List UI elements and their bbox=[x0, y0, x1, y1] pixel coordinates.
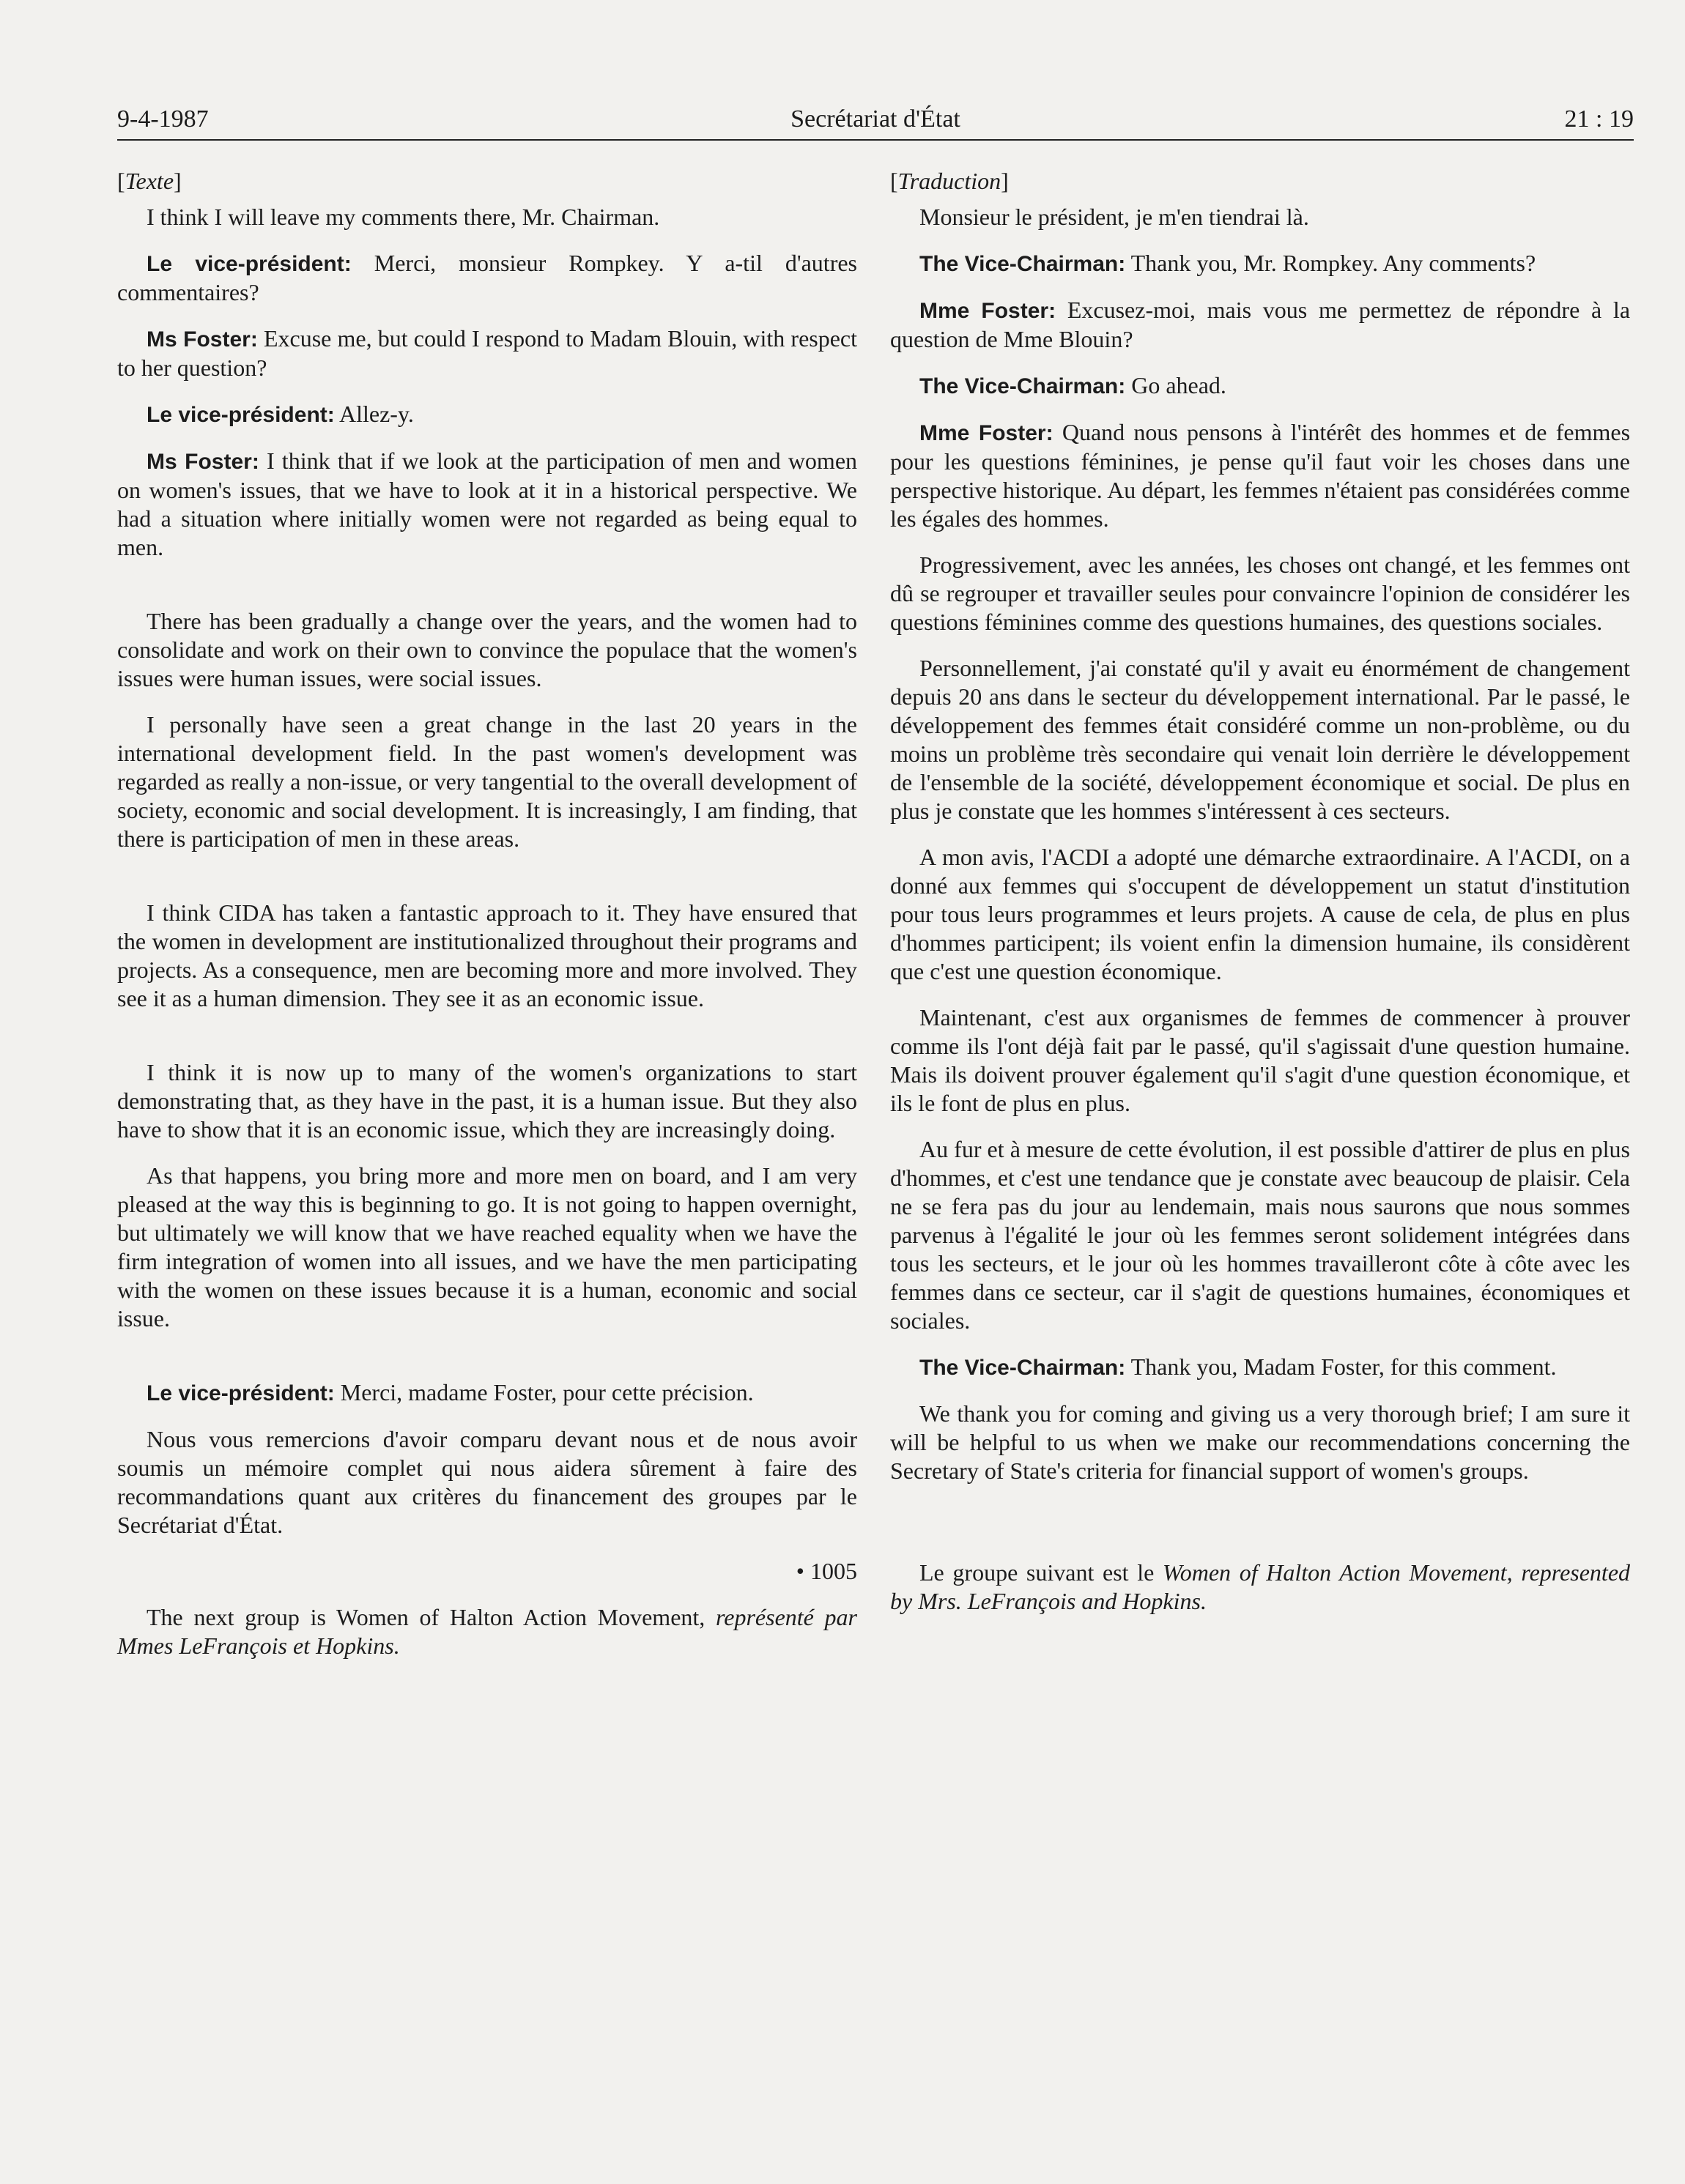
paragraph: Maintenant, c'est aux organismes de femmes de commencer à prouver comme ils l'ont déjà fait par le passé, qu'il s'agissait d'une question humaine. Mais ils doivent prouver également qu'il s'agit d'une question économique, et ils le font de plus en plus. bbox=[890, 1004, 1630, 1116]
paragraph: A mon avis, l'ACDI a adopté une démarche extraordinaire. A l'ACDI, on a donné aux femmes qui s'occupent de développement un statut d'institution pour tous leurs programmes et leurs projets. A cause de cela, de plus en plus d'hommes participent; ils voient enfin la dimension humaine, ils considèrent que c'est une question économique. bbox=[890, 844, 1630, 984]
paragraph: The Vice-Chairman: Go ahead. bbox=[919, 372, 1226, 398]
paragraph: Le vice-président: Merci, madame Foster, pour cette précision. bbox=[147, 1379, 754, 1405]
time-marker: • 1005 bbox=[796, 1558, 857, 1584]
french-column bbox=[890, 167, 1630, 1633]
speaker-name: Le vice-président: bbox=[147, 403, 335, 427]
paragraph: Ms Foster: Excuse me, but could I respond to Madam Blouin, with respect to her question? bbox=[117, 325, 858, 381]
paragraph: Le vice-président: Allez-y. bbox=[147, 401, 414, 427]
speaker-name: Ms Foster: bbox=[147, 450, 259, 474]
speaker-name: Mme Foster: bbox=[919, 421, 1053, 445]
speaker-name: Le vice-président: bbox=[147, 1381, 335, 1405]
paragraph: Le groupe suivant est le Women of Halton Action Movement, represented by Mrs. LeFrançois and Hopkins. bbox=[890, 1559, 1631, 1614]
speaker-name: The Vice-Chairman: bbox=[919, 374, 1126, 398]
paragraph: Monsieur le président, je m'en tiendrai là. bbox=[919, 204, 1309, 230]
speaker-name: Ms Foster: bbox=[147, 327, 258, 352]
header-page-number: 21 : 19 bbox=[1564, 105, 1634, 133]
header-title: Secrétariat d'État bbox=[790, 105, 960, 133]
speaker-name: Mme Foster: bbox=[919, 299, 1056, 323]
paragraph: I think it is now up to many of the women's organizations to start demonstrating that, as they have in the past, it is a human issue. But they also have to show that it is an economic issue, which they are increasingly doing. bbox=[117, 1059, 857, 1143]
english-column bbox=[117, 167, 857, 1678]
paragraph: Ms Foster: I think that if we look at the participation of men and women on women's issues, that we have to look at it in a historical perspective. We had a situation where initially women were not regarded as being equal to men. bbox=[117, 447, 858, 560]
speaker-name: The Vice-Chairman: bbox=[919, 252, 1126, 276]
column-label: [Traduction] bbox=[890, 168, 1009, 194]
paragraph: I personally have seen a great change in the last 20 years in the international development field. In the past women's development was regarded as really a non-issue, or very tangential to the overall development of society, economic and social development. It is increasingly, I am finding, that there is participation of men in these areas. bbox=[117, 711, 857, 852]
header-date: 9-4-1987 bbox=[117, 105, 209, 133]
speaker-name: Le vice-président: bbox=[147, 252, 352, 276]
paragraph: Au fur et à mesure de cette évolution, il est possible d'attirer de plus en plus d'hommes, et c'est une tendance que je constate avec beaucoup de plaisir. Cela ne se fera pas du jour au lendemain, mais nous saurons que nous sommes parvenus à l'égalité le jour où les femmes seront solidement intégrées dans tous les secteurs, et le jour où les hommes travailleront côte à côte avec les femmes dans ce secteur, car il s'agit de questions humaines, économiques et sociales. bbox=[890, 1136, 1630, 1334]
paragraph: Nous vous remercions d'avoir comparu devant nous et de nous avoir soumis un mémoire complet qui nous aidera sûrement à faire des recommandations quant aux critères du financement des groupes par le Secrétariat d'État. bbox=[117, 1426, 857, 1538]
paragraph: There has been gradually a change over the years, and the women had to consolidate and work on their own to convince the populace that the women's issues were human issues, were social issues. bbox=[117, 608, 857, 691]
paragraph: Mme Foster: Excusez-moi, mais vous me permettez de répondre à la question de Mme Blouin? bbox=[890, 297, 1631, 352]
paragraph: We thank you for coming and giving us a very thorough brief; I am sure it will be helpful to us when we make our recommendations concerning the Secretary of State's criteria for financial support of women's groups. bbox=[890, 1400, 1630, 1484]
paragraph: Mme Foster: Quand nous pensons à l'intérêt des hommes et de femmes pour les questions féminines, je pense qu'il faut voir les choses dans une perspective historique. Au départ, les femmes n'étaient pas considérées comme les égales des hommes. bbox=[890, 419, 1631, 532]
paragraph: Personnellement, j'ai constaté qu'il y avait eu énormément de changement depuis 20 ans dans le secteur du développement international. Par le passé, le développement des femmes était considéré comme un non-problème, ou du moins un problème très secondaire qui venait loin derrière le développement de l'ensemble de la société, développement économique et social. De plus en plus je constate que les hommes s'intéressent à ces secteurs. bbox=[890, 655, 1630, 824]
paragraph: The next group is Women of Halton Action Movement, représenté par Mmes LeFrançois et Hopkins. bbox=[117, 1604, 858, 1659]
paragraph: As that happens, you bring more and more men on board, and I am very pleased at the way this is beginning to go. It is not going to happen overnight, but ultimately we will know that we have reached equality when we have the firm integration of women into all issues, and we have the men participating with the women on these issues because it is a human, economic and social issue. bbox=[117, 1162, 857, 1331]
paragraph: Le vice-président: Merci, monsieur Rompkey. Y a-til d'autres commentaires? bbox=[117, 250, 858, 305]
page-header bbox=[117, 103, 1634, 141]
column-label: [Texte] bbox=[117, 168, 182, 194]
paragraph: I think I will leave my comments there, Mr. Chairman. bbox=[147, 204, 660, 230]
paragraph: The Vice-Chairman: Thank you, Madam Foster, for this comment. bbox=[919, 1353, 1557, 1380]
paragraph: Progressivement, avec les années, les choses ont changé, et les femmes ont dû se regrouper et travailler seules pour convaincre l'opinion de considérer les questions féminines comme des questions humaines, des questions sociales. bbox=[890, 551, 1630, 635]
paragraph: The Vice-Chairman: Thank you, Mr. Rompkey. Any comments? bbox=[919, 250, 1536, 276]
speaker-name: The Vice-Chairman: bbox=[919, 1356, 1126, 1380]
paragraph: I think CIDA has taken a fantastic approach to it. They have ensured that the women in development are institutionalized throughout their programs and projects. As a consequence, men are becoming more and more involved. They see it as a human dimension. They see it as an economic issue. bbox=[117, 899, 857, 1011]
